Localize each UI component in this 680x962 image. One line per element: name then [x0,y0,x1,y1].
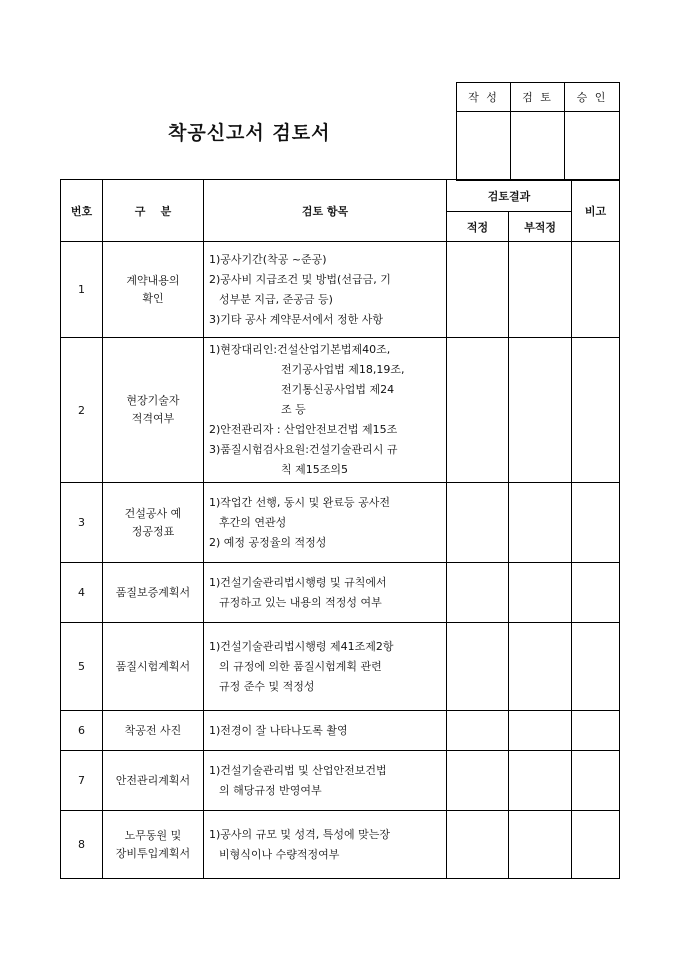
row-number: 1 [61,242,103,338]
table-row [61,338,620,483]
row-category: 품질보증계획서 [103,563,204,623]
remarks-cell[interactable] [572,338,620,483]
remarks-cell[interactable] [572,483,620,563]
row-review-items: 1)전경이 잘 나타나도록 촬영 [204,711,447,751]
result-pass-cell[interactable] [447,242,509,338]
result-pass-cell[interactable] [447,751,509,811]
result-fail-cell[interactable] [509,563,572,623]
row-number: 3 [61,483,103,563]
table-row [61,483,620,563]
table-row [61,751,620,811]
approval-box-reviewer[interactable] [511,112,565,181]
row-number: 2 [61,338,103,483]
result-pass-cell[interactable] [447,483,509,563]
result-pass-cell[interactable] [447,563,509,623]
remarks-cell[interactable] [572,563,620,623]
row-number: 7 [61,751,103,811]
row-number: 5 [61,623,103,711]
result-fail-cell[interactable] [509,711,572,751]
result-fail-cell[interactable] [509,242,572,338]
row-category: 현장기술자 적격여부 [103,338,204,483]
row-review-items: 1)공사기간(착공 ~준공) 2)공사비 지급조건 및 방법(선급금, 기 성부분 지급, 준공금 등) 3)기타 공사 계약문서에서 정한 사항 [204,242,447,338]
row-number: 8 [61,811,103,879]
row-number: 4 [61,563,103,623]
header-pass: 적정 [447,212,509,242]
result-pass-cell[interactable] [447,811,509,879]
row-category: 안전관리계획서 [103,751,204,811]
table-row [61,811,620,879]
remarks-cell[interactable] [572,623,620,711]
table-row [61,623,620,711]
row-category: 계약내용의 확인 [103,242,204,338]
approval-label-reviewer: 검 토 [511,83,565,112]
result-fail-cell[interactable] [509,751,572,811]
approval-box-author[interactable] [457,112,511,181]
result-fail-cell[interactable] [509,338,572,483]
approval-label-approver: 승 인 [565,83,620,112]
header-remarks: 비고 [572,180,620,242]
row-number: 6 [61,711,103,751]
row-review-items: 1)건설기술관리법시행령 제41조제2항 의 규정에 의한 품질시험계획 관련 규정 준수 및 적정성 [204,623,447,711]
row-category: 건설공사 예 정공정표 [103,483,204,563]
remarks-cell[interactable] [572,711,620,751]
approval-box-approver[interactable] [565,112,620,181]
remarks-cell[interactable] [572,242,620,338]
header-fail: 부적정 [509,212,572,242]
header-review-result: 검토결과 [447,180,572,212]
row-review-items: 1)현장대리인:건설산업기본법제40조, 전기공사업법 제18,19조, 전기통신공사업법 제24 조 등 2)안전관리자 : 산업안전보건법 제15조 3)품질시험검사요원:건설기술관리시 규 칙 제15조의5 [204,338,447,483]
header-category: 구 분 [103,180,204,242]
approval-label-author: 작 성 [457,83,511,112]
result-fail-cell[interactable] [509,811,572,879]
approval-stamp-table [456,82,620,181]
remarks-cell[interactable] [572,811,620,879]
table-row [61,563,620,623]
header-number: 번호 [61,180,103,242]
result-pass-cell[interactable] [447,623,509,711]
table-row [61,242,620,338]
result-pass-cell[interactable] [447,338,509,483]
header-review-items: 검토 항목 [204,180,447,242]
row-review-items: 1)건설기술관리법 및 산업안전보건법 의 해당규정 반영여부 [204,751,447,811]
row-review-items: 1)작업간 선행, 동시 및 완료등 공사전 후간의 연관성 2) 예정 공정율의 적정성 [204,483,447,563]
row-category: 노무동원 및 장비투입계획서 [103,811,204,879]
row-review-items: 1)건설기술관리법시행령 및 규칙에서 규정하고 있는 내용의 적정성 여부 [204,563,447,623]
row-category: 착공전 사진 [103,711,204,751]
row-category: 품질시험계획서 [103,623,204,711]
document-title: 착공신고서 검토서 [168,122,331,144]
table-row [61,711,620,751]
row-review-items: 1)공사의 규모 및 성격, 특성에 맞는장 비형식이나 수량적정여부 [204,811,447,879]
result-fail-cell[interactable] [509,483,572,563]
review-table [60,179,620,879]
result-pass-cell[interactable] [447,711,509,751]
remarks-cell[interactable] [572,751,620,811]
result-fail-cell[interactable] [509,623,572,711]
